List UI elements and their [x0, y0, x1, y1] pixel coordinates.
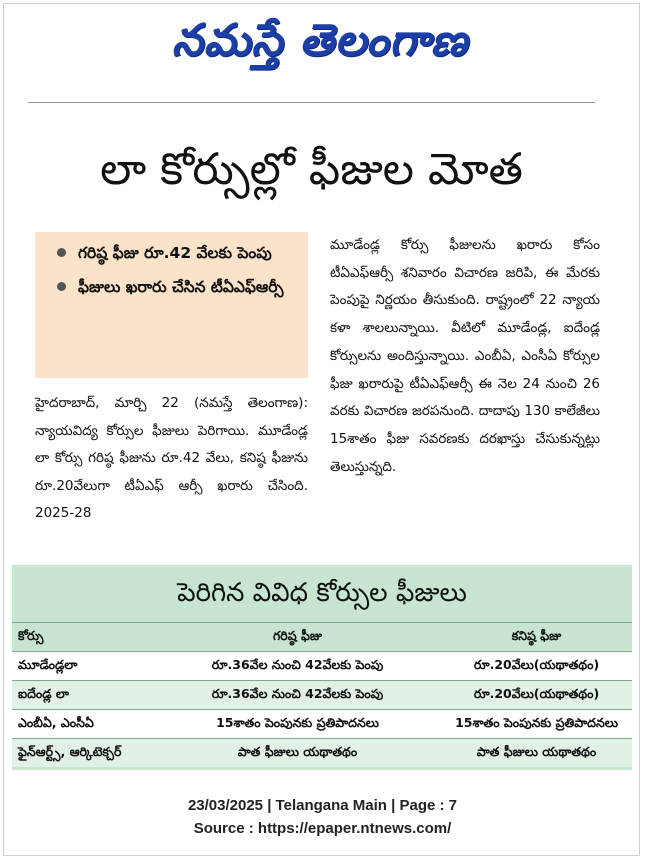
table-row: [12, 681, 632, 710]
min-fee-cell: పాత ఫీజులు యథాతథం: [441, 739, 632, 768]
masthead-divider: [28, 102, 595, 103]
header-min-fee: కనిష్ఠ ఫీజు: [441, 623, 632, 652]
table-row: [12, 652, 632, 681]
course-cell: ఐదేండ్ల లా: [12, 681, 154, 710]
bullet-icon: [57, 282, 66, 291]
min-fee-cell: రూ.20వేలు(యథాతథం): [441, 652, 632, 681]
highlight-text: గరిష్ఠ ఫీజు రూ.42 వేలకు పెంపు: [78, 244, 272, 262]
newspaper-masthead: నమస్తే తెలంగాణ: [171, 15, 469, 66]
footer-source: Source : https://epaper.ntnews.com/: [193, 820, 452, 837]
bullet-icon: [57, 248, 66, 257]
article-body-right-column: మూడేండ్ల కోర్సు ఫీజులను ఖరారు కోసం టీఏఎఫ్ఆర్సీ శనివారం విచారణ జరిపి, ఈ మేరకు పెంపుపై నిర్ణయం తీసుకుంది. రాష్ట్రంలో 22 న్యాయ కళా శాలలున్నాయి. వీటిలో మూడేండ్ల, ఐదేండ్ల కోర్సులను అందిస్తున్నాయి. ఎంబీఏ, ఎంసీఏ కోర్సుల ఫీజు ఖరారుపై టీఏఎఫ్ఆర్సీ ఈ నెల 24 నుంచి 26 వరకు విచారణ జరపనుంది. దాదాపు 130 కాలేజీలు 15శాతం ఫీజు సవరణకు దరఖాస్తు చేసుకున్నట్లు తెలుస్తున్నది.: [330, 237, 600, 475]
table-row: [12, 739, 632, 768]
course-cell: మూడేండ్లలా: [12, 652, 154, 681]
max-fee-cell: రూ.36వేల నుంచి 42వేలకు పెంపు: [154, 681, 441, 710]
max-fee-cell: రూ.36వేల నుంచి 42వేలకు పెంపు: [154, 652, 441, 681]
fee-table-title: పెరిగిన వివిధ కోర్సుల ఫీజులు: [177, 578, 467, 608]
header-max-fee: గరిష్ఠ ఫీజు: [154, 623, 441, 652]
table-header-row: [12, 623, 632, 652]
course-cell: ఎంబీఏ, ఎంసీఏ: [12, 710, 154, 739]
table-row: [12, 710, 632, 739]
highlight-item: [57, 240, 298, 266]
max-fee-cell: 15శాతం పెంపునకు ప్రతిపాదనలు: [154, 710, 441, 739]
article-headline: లా కోర్సుల్లో ఫీజుల మోత: [100, 144, 523, 195]
max-fee-cell: పాత ఫీజులు యథాతథం: [154, 739, 441, 768]
footer-date-edition: 23/03/2025 | Telangana Main | Page : 7: [187, 797, 458, 814]
course-cell: ఫైన్ఆర్ట్స్, ఆర్కిటెక్చర్: [12, 739, 154, 768]
highlights-box: [35, 232, 308, 378]
fee-table: [12, 622, 632, 767]
highlight-item: [57, 274, 298, 300]
highlight-text: ఫీజులు ఖరారు చేసిన టీఏఎఫ్ఆర్సీ: [78, 278, 284, 296]
min-fee-cell: రూ.20వేలు(యథాతథం): [441, 681, 632, 710]
min-fee-cell: 15శాతం పెంపునకు ప్రతిపాదనలు: [441, 710, 632, 739]
article-body-left-column: హైదరాబాద్, మార్చి 22 (నమస్తే తెలంగాణ): న్యాయవిద్య కోర్సుల ఫీజులు పెరిగాయి. మూడేండ్ల లా కోర్సు గరిష్ఠ ఫీజును రూ.42 వేలు, కనిష్ఠ ఫీజును రూ.20వేలుగా టీఏఎఫ్ ఆర్సీ ఖరారు చేసింది. 2025-28: [35, 395, 308, 522]
header-course: కోర్సు: [12, 623, 154, 652]
